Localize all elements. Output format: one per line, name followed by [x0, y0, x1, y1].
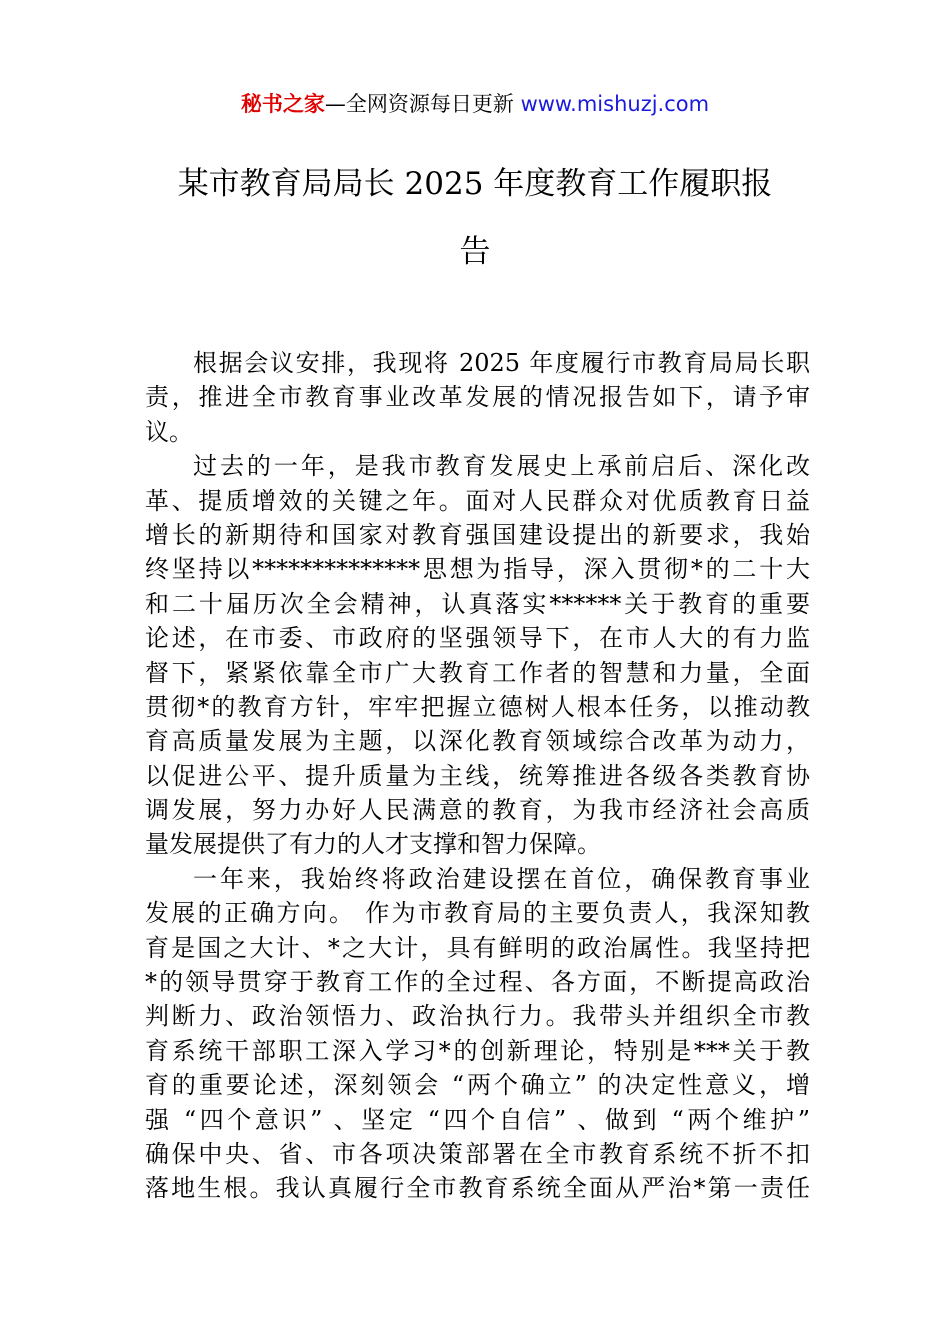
text-line: 以促进公平、提升质量为主线，统筹推进各级各类教育协 [145, 761, 810, 790]
text-line: 量发展提供了有力的人才支撑和智力保障。 [145, 830, 601, 859]
site-header [0, 88, 950, 120]
site-url-link[interactable]: www.mishuzj.com [520, 92, 710, 116]
text-line: 议。 [145, 417, 193, 446]
text-line: 增长的新期待和国家对教育强国建设提出的新要求，我始 [145, 520, 810, 549]
text-line: 育高质量发展为主题，以深化教育领域综合改革为动力， [145, 727, 810, 756]
text-line: 督下，紧紧依靠全市广大教育工作者的智慧和力量，全面 [145, 658, 810, 687]
text-line: 责，推进全市教育事业改革发展的情况报告如下，请予审 [145, 383, 810, 412]
site-brand: 秘书之家 [240, 92, 325, 116]
site-tagline: —全网资源每日更新 [324, 92, 521, 116]
title-line: 告 [459, 234, 491, 270]
title-line: 某市教育局局长 2025 年度教育工作履职报 [177, 166, 773, 202]
paragraph [145, 346, 810, 449]
text-line: 终坚持以**************思想为指导，深入贯彻*的二十大 [145, 555, 810, 584]
text-line: *的领导贯穿于教育工作的全过程、各方面，不断提高政治 [145, 968, 810, 997]
text-line: 一年来，我始终将政治建设摆在首位，确保教育事业 [193, 864, 810, 893]
text-line: 确保中央、省、市各项决策部署在全市教育系统不折不扣 [145, 1139, 810, 1168]
text-line: 革、提质增效的关键之年。面对人民群众对优质教育日益 [145, 486, 810, 515]
text-line: 育系统干部职工深入学习*的创新理论，特别是***关于教 [145, 1036, 810, 1065]
text-line: 调发展，努力办好人民满意的教育，为我市经济社会高质 [145, 796, 810, 825]
text-line: 育是国之大计、*之大计，具有鲜明的政治属性。我坚持把 [145, 933, 810, 962]
document-title [140, 162, 810, 275]
paragraph [145, 449, 810, 862]
text-line: 落地生根。我认真履行全市教育系统全面从严治*第一责任 [145, 1174, 810, 1203]
text-line: 发展的正确方向。 作为市教育局的主要负责人，我深知教 [145, 899, 810, 928]
text-line: 贯彻*的教育方针，牢牢把握立德树人根本任务，以推动教 [145, 692, 810, 721]
text-line: 强 “四个意识” 、坚定 “四个自信” 、做到 “两个维护” [145, 1105, 810, 1134]
paragraph [145, 862, 810, 1206]
document-body [145, 346, 810, 1206]
text-line: 判断力、政治领悟力、政治执行力。我带头并组织全市教 [145, 1002, 810, 1031]
text-line: 和二十届历次全会精神，认真落实******关于教育的重要 [145, 589, 810, 618]
text-line: 论述，在市委、市政府的坚强领导下，在市人大的有力监 [145, 624, 810, 653]
text-line: 育的重要论述，深刻领会 “两个确立” 的决定性意义，增 [145, 1071, 810, 1100]
text-line: 根据会议安排，我现将 2025 年度履行市教育局局长职 [193, 349, 810, 377]
text-line: 过去的一年，是我市教育发展史上承前启后、深化改 [193, 452, 810, 481]
